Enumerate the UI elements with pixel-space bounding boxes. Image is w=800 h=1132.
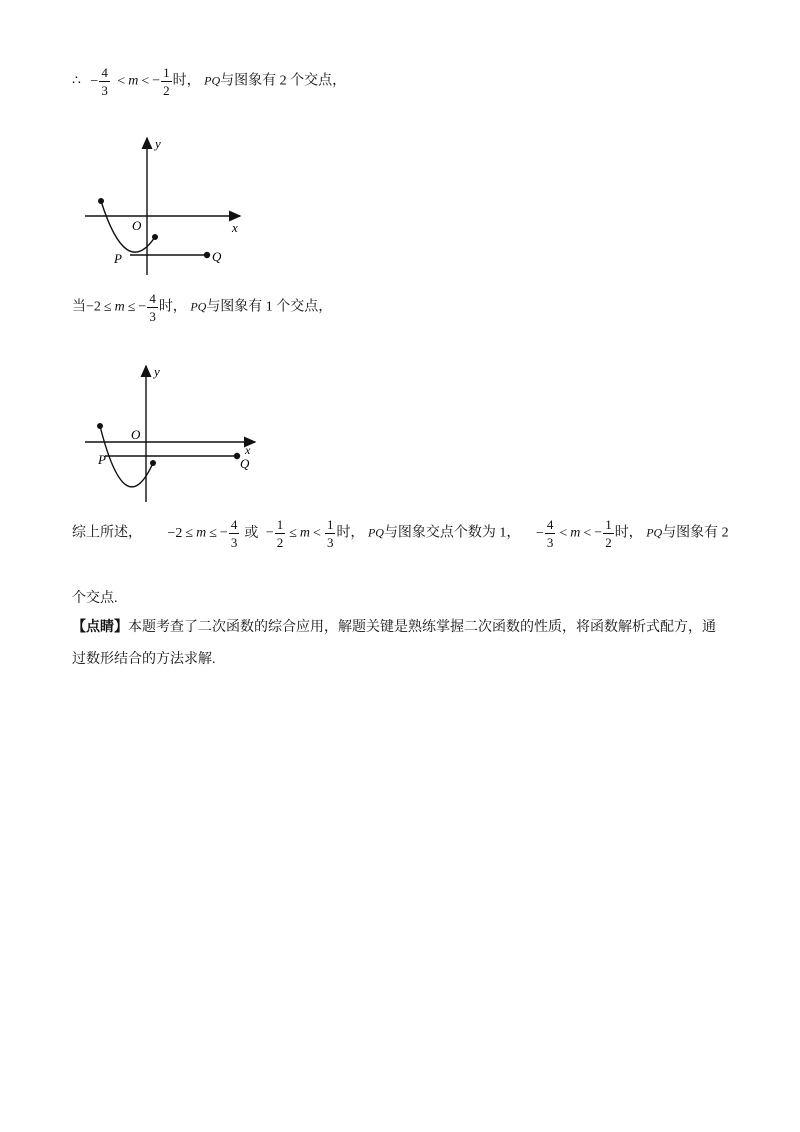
variable-m: m — [114, 299, 125, 315]
less-equal: ≤ — [185, 525, 194, 541]
segment-pq: PQ — [204, 73, 221, 88]
lower-bound: −2 — [167, 525, 183, 541]
less-equal: ≤ — [103, 299, 112, 315]
segment-pq: PQ — [367, 525, 384, 540]
less-than: < — [583, 525, 592, 541]
time-word: 时， — [614, 525, 643, 541]
point-q — [204, 252, 210, 258]
less-equal: ≤ — [127, 299, 136, 315]
commentary-line-2: 过数形结合的方法求解. — [72, 652, 216, 667]
time-word: 时， — [158, 299, 187, 315]
fraction-1-2: $\frac{1}{2}$ — [163, 65, 170, 98]
graph-figure-2 — [80, 360, 270, 510]
commentary-text: 本题考查了二次函数的综合应用，解题关键是熟练掌握二次函数的性质，将函数解析式配方，通 — [128, 620, 716, 635]
x-axis-label: x — [232, 220, 238, 235]
y-axis-label: y — [154, 364, 160, 379]
minus-sign: − — [138, 299, 147, 315]
commentary-line-1 — [72, 612, 732, 644]
variable-m: m — [299, 525, 311, 541]
fraction-4-3: $\frac{4}{3}$ — [230, 517, 238, 550]
when-word: 当 — [72, 299, 86, 315]
point-p-label: P — [114, 251, 122, 266]
commentary-heading: 【点睛】 — [72, 620, 128, 635]
less-equal: ≤ — [209, 525, 217, 541]
condition-line-1 — [72, 66, 346, 97]
minus-sign: − — [219, 525, 228, 541]
minus-sign: − — [535, 525, 544, 541]
origin-label: O — [132, 218, 142, 233]
fraction-1-3: $\frac{1}{3}$ — [326, 517, 334, 550]
variable-m: m — [570, 525, 581, 541]
less-equal: ≤ — [289, 525, 297, 541]
fraction-1-2: $\frac{1}{2}$ — [605, 517, 612, 550]
lower-bound: −2 — [86, 299, 101, 315]
intersection-text: 与图象有 1 个交点， — [206, 299, 333, 315]
x-axis-label: x — [245, 443, 251, 457]
point-q-label: Q — [240, 456, 250, 471]
curve-endpoint-right — [152, 234, 158, 240]
minus-sign: − — [594, 525, 603, 541]
minus-sign: − — [152, 73, 161, 89]
summary-line-continued: 个交点. — [72, 591, 118, 606]
segment-pq: PQ — [190, 299, 207, 314]
minus-sign: − — [90, 73, 99, 89]
fraction-4-3: $\frac{4}{3}$ — [149, 291, 156, 324]
variable-m: m — [196, 525, 207, 541]
origin-label: O — [131, 427, 141, 442]
less-than: < — [117, 73, 126, 89]
fraction-4-3: $\frac{4}{3}$ — [546, 517, 554, 550]
point-p-label: P — [98, 452, 106, 467]
summary-line — [72, 518, 729, 549]
minus-sign: − — [265, 525, 274, 541]
variable-m: m — [128, 73, 139, 89]
fraction-1-2: $\frac{1}{2}$ — [276, 517, 284, 550]
time-word: 时， — [172, 73, 201, 89]
curve-endpoint-left — [98, 198, 104, 204]
therefore-symbol: ∴ — [72, 73, 81, 89]
or-word: 或 — [244, 525, 259, 541]
less-than: < — [559, 525, 568, 541]
graph-figure-1 — [80, 130, 260, 280]
intersection-text: 与图象有 2 个交点， — [220, 73, 347, 89]
curve-endpoint-left — [97, 423, 103, 429]
less-than: < — [141, 73, 150, 89]
commentary-paragraph — [72, 612, 732, 676]
time-word: 时， — [336, 525, 365, 541]
fraction-4-3: $\frac{4}{3}$ — [101, 65, 108, 98]
less-than: < — [313, 525, 321, 541]
intersection-count-text: 与图象交点个数为 1， — [383, 525, 521, 541]
intersection-text: 与图象有 2 — [662, 525, 729, 541]
segment-pq: PQ — [646, 525, 663, 540]
curve-endpoint-right — [150, 460, 156, 466]
point-q-label: Q — [212, 249, 222, 264]
summary-prefix: 综上所述， — [72, 525, 142, 541]
y-axis-label: y — [155, 136, 161, 151]
condition-line-2 — [72, 292, 332, 323]
